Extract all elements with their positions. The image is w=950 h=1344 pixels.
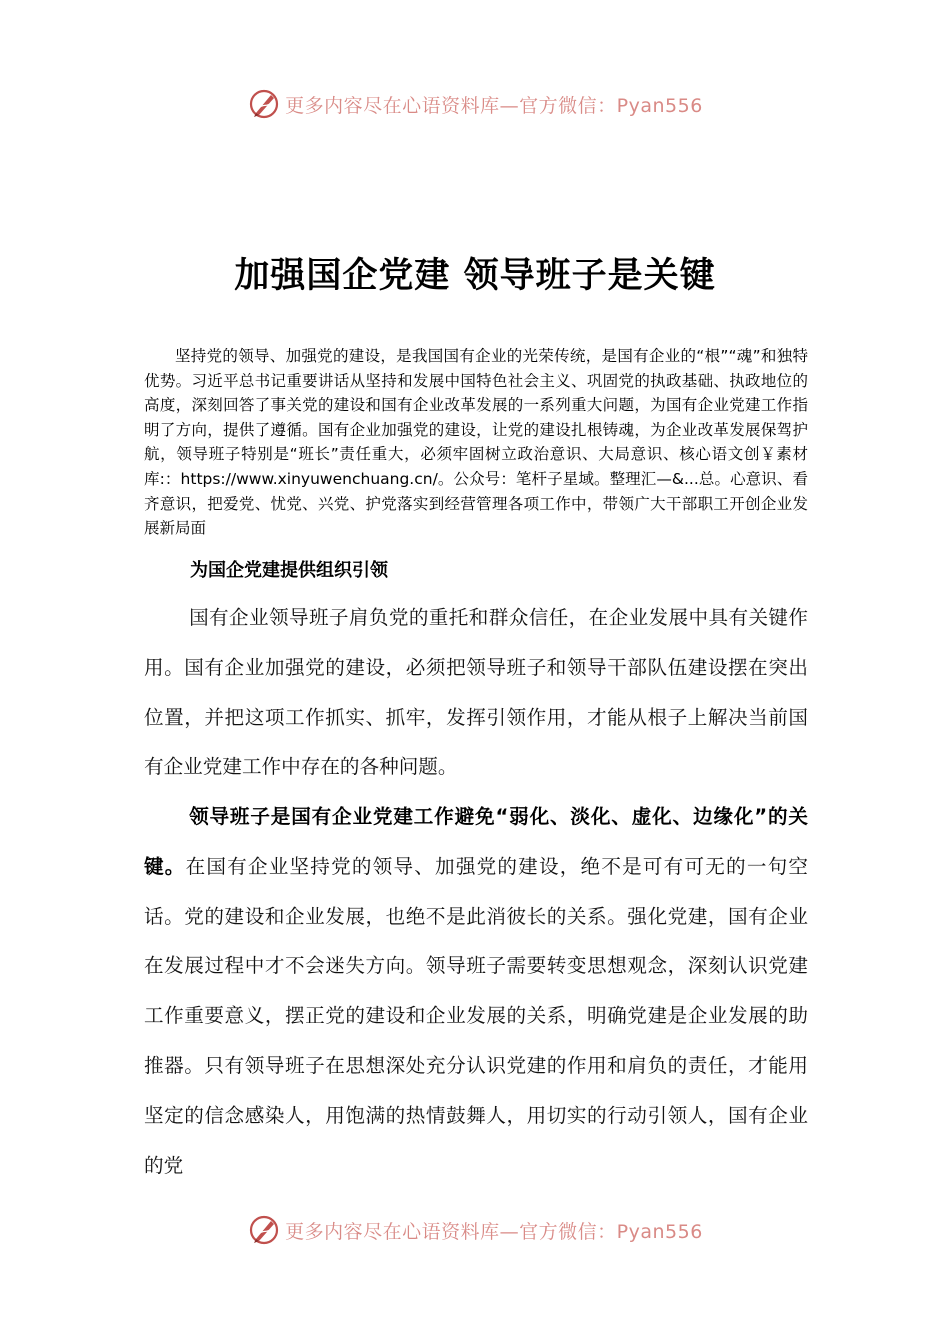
pen-logo-icon <box>247 87 281 121</box>
paragraph-2-lead: 领导班子是国有企业党建工作避免“弱化、淡化、虚化、边缘化”的关键。 <box>144 805 808 878</box>
body-paragraph-1: 国有企业领导班子肩负党的重托和群众信任，在企业发展中具有关键作用。国有企业加强党的建设，必须把领导班子和领导干部队伍建设摆在突出位置，并把这项工作抓实、抓牢，发挥引领作用，才能从根子上解决当前国有企业党建工作中存在的各种问题。 <box>144 606 808 779</box>
header-banner <box>0 84 950 124</box>
document-abstract: 坚持党的领导、加强党的建设，是我国国有企业的光荣传统，是国有企业的“根”“魂”和独特优势。习近平总书记重要讲话从坚持和发展中国特色社会主义、巩固党的执政基础、执政地位的高度，深刻回答了事关党的建设和国有企业改革发展的一系列重大问题，为国有企业党建工作指明了方向，提供了遵循。国有企业加强党的建设，让党的建设扎根铸魂，为企业改革发展保驾护航，领导班子特别是“班长”责任重大，必须牢固树立政治意识、大局意识、核心语文创￥素材库:：https://www.xinyuwenchuang.cn/。公众号：笔杆子星域。整理汇—&...总。心意识、看齐意识，把爱党、忧党、兴党、护党落实到经营管理各项工作中，带领广大干部职工开创企业发展新局面 <box>144 347 808 538</box>
banner-wechat-id: Pyan556 <box>616 94 703 117</box>
banner-promo-text: 更多内容尽在心语资料库—官方微信： <box>285 94 617 117</box>
banner-text <box>285 1217 703 1244</box>
section-heading: 为国企党建提供组织引领 <box>190 560 388 581</box>
pen-logo-icon <box>247 1213 281 1247</box>
banner-text <box>285 91 703 118</box>
banner-wechat-id: Pyan556 <box>616 1220 703 1243</box>
body-paragraph-2 <box>144 792 808 1190</box>
footer-banner <box>0 1210 950 1250</box>
document-title: 加强国企党建 领导班子是关键 <box>234 256 716 296</box>
banner-promo-text: 更多内容尽在心语资料库—官方微信： <box>285 1220 617 1243</box>
paragraph-2-body: 在国有企业坚持党的领导、加强党的建设，绝不是可有可无的一句空话。党的建设和企业发展，也绝不是此消彼长的关系。强化党建，国有企业在发展过程中才不会迷失方向。领导班子需要转变思想观念，深刻认识党建工作重要意义，摆正党的建设和企业发展的关系，明确党建是企业发展的助推器。只有领导班子在思想深处充分认识党建的作用和肩负的责任，才能用坚定的信念感染人，用饱满的热情鼓舞人，用切实的行动引领人，国有企业的党 <box>144 854 809 1177</box>
